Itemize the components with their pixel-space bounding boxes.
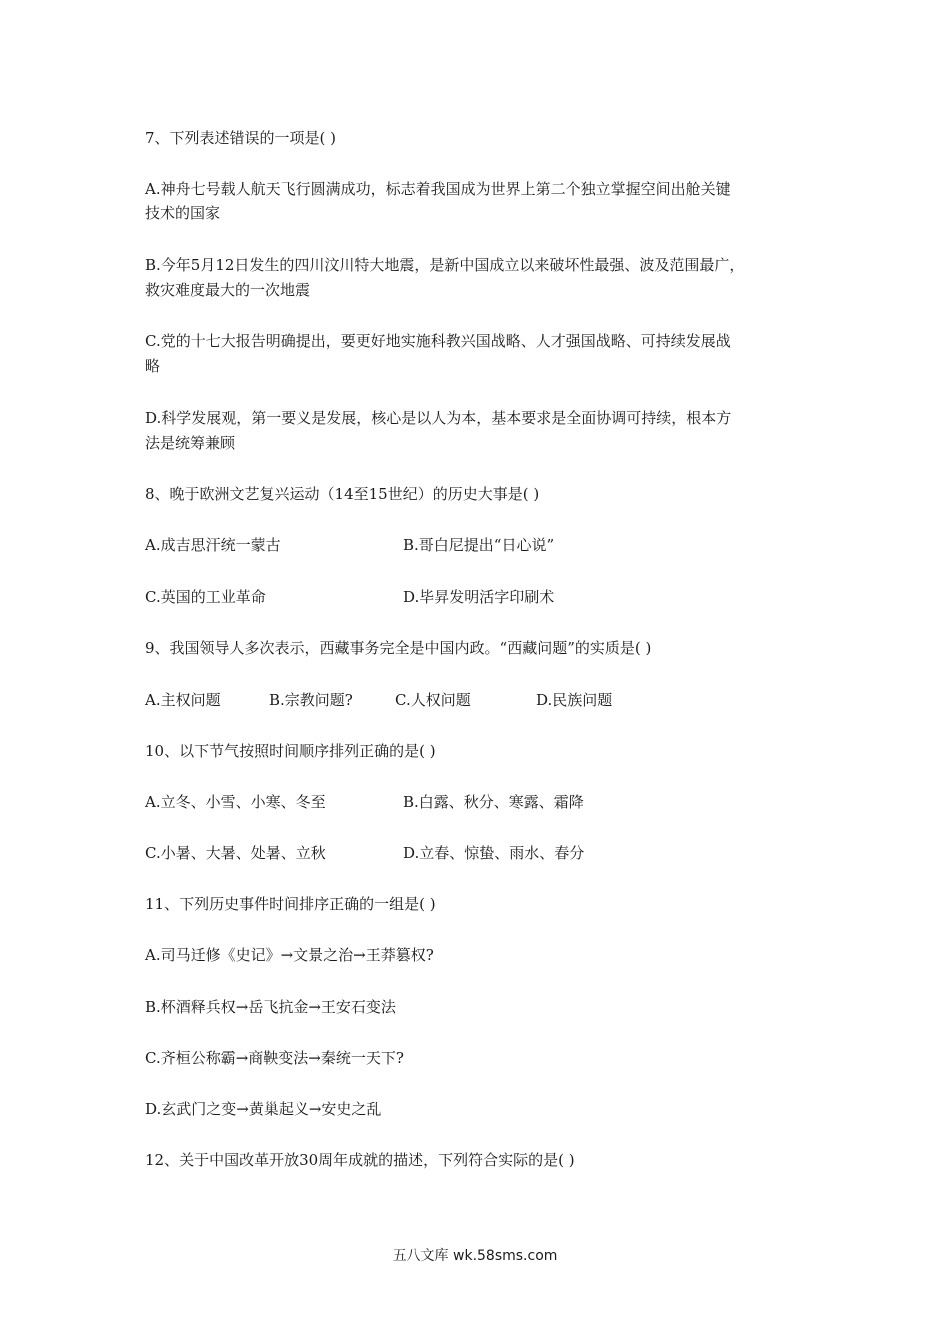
question-11-option-b: B.杯酒释兵权→岳飞抗金→王安石变法	[145, 998, 396, 1016]
question-7-option-d: D.科学发展观，第一要义是发展，核心是以人为本，基本要求是全面协调可持续，根本方	[145, 409, 732, 427]
question-7-option-a: A.神舟七号载人航天飞行圆满成功，标志着我国成为世界上第二个独立掌握空间出舱关键	[145, 180, 731, 198]
question-11-stem: 11、下列历史事件时间排序正确的一组是( )	[145, 895, 436, 913]
question-7-option-b: B.今年5月12日发生的四川汶川特大地震，是新中国成立以来破坏性最强、波及范围最广，	[145, 256, 745, 274]
question-8-option-b: B.哥白尼提出“日心说”	[403, 536, 555, 554]
question-7-option-b-cont: 救灾难度最大的一次地震	[145, 281, 311, 299]
question-10-row-1	[145, 790, 805, 814]
question-9-option-c: C.人权问题	[395, 691, 471, 709]
question-10-stem: 10、以下节气按照时间顺序排列正确的是( )	[145, 742, 436, 760]
question-9-stem: 9、我国领导人多次表示，西藏事务完全是中国内政。“西藏问题”的实质是( )	[145, 639, 652, 657]
page-footer: 五八文库 wk.58sms.com	[392, 1248, 558, 1264]
question-11-option-a: A.司马迁修《史记》→文景之治→王莽篡权?	[145, 946, 434, 964]
question-11-option-d: D.玄武门之变→黄巢起义→安史之乱	[145, 1100, 382, 1118]
question-8-option-c: C.英国的工业革命	[145, 588, 266, 606]
question-7-option-c: C.党的十七大报告明确提出，要更好地实施科教兴国战略、人才强国战略、可持续发展战	[145, 332, 731, 350]
question-7-option-a-cont: 技术的国家	[145, 204, 221, 222]
question-8-row-2	[145, 585, 805, 609]
question-10-option-c: C.小暑、大暑、处暑、立秋	[145, 844, 326, 862]
question-7-option-d-cont: 法是统筹兼顾	[145, 434, 236, 452]
question-10-option-b: B.白露、秋分、寒露、霜降	[403, 793, 584, 811]
question-9-option-d: D.民族问题	[536, 691, 613, 709]
question-10-row-2	[145, 841, 805, 865]
question-10-option-a: A.立冬、小雪、小寒、冬至	[145, 793, 326, 811]
question-8-option-a: A.成吉思汗统一蒙古	[145, 536, 281, 554]
question-8-option-d: D.毕昇发明活字印刷术	[403, 588, 555, 606]
question-9-option-b: B.宗教问题?	[269, 691, 353, 709]
question-7-option-c-cont: 略	[145, 357, 161, 375]
question-8-stem: 8、晚于欧洲文艺复兴运动（14至15世纪）的历史大事是( )	[145, 485, 540, 503]
question-10-option-d: D.立春、惊蛰、雨水、春分	[403, 844, 585, 862]
question-8-row-1	[145, 533, 805, 557]
question-9-option-a: A.主权问题	[145, 691, 221, 709]
question-12-stem: 12、关于中国改革开放30周年成就的描述，下列符合实际的是( )	[145, 1151, 575, 1169]
question-7-stem: 7、下列表述错误的一项是( )	[145, 129, 337, 147]
question-11-option-c: C.齐桓公称霸→商鞅变法→秦统一天下?	[145, 1049, 404, 1067]
